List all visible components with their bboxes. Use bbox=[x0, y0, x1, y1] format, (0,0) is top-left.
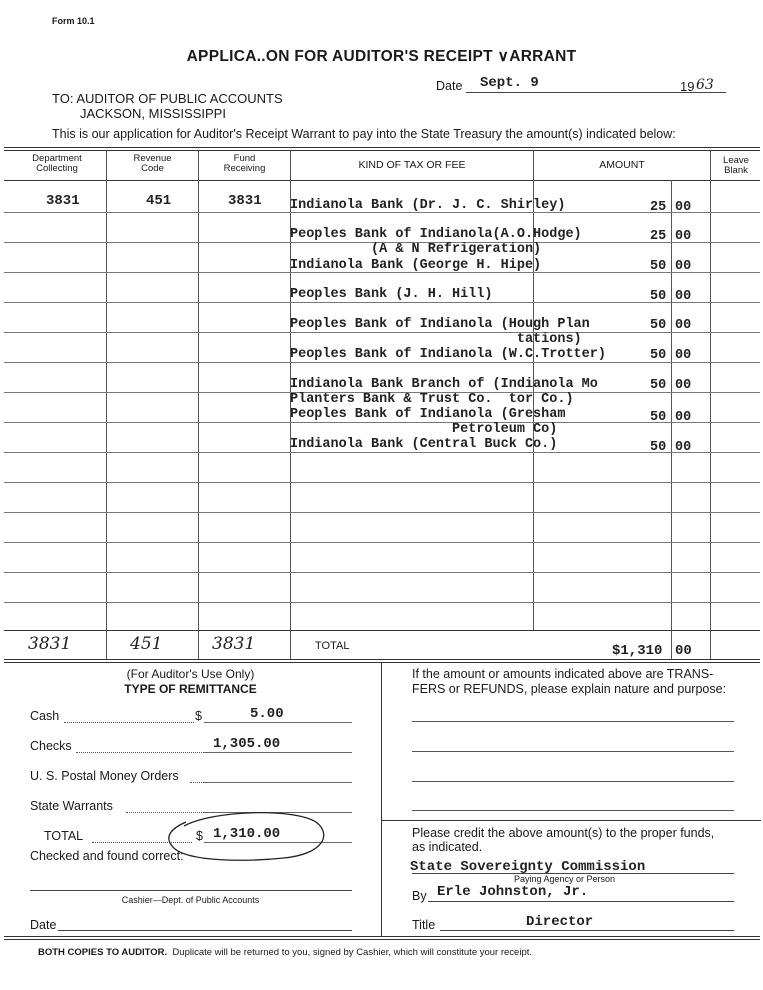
dept-code: 3831 bbox=[46, 193, 80, 209]
credit-text-1: Please credit the above amount(s) to the proper funds, bbox=[412, 826, 715, 840]
remittance-heading: TYPE OF REMITTANCE bbox=[124, 682, 257, 696]
total-circle-mark bbox=[164, 808, 330, 864]
date-label: Date bbox=[436, 79, 463, 93]
explain-line bbox=[412, 721, 734, 722]
amount-dollars: 50 bbox=[650, 348, 667, 363]
col-header-revenue: Revenue Code bbox=[133, 153, 172, 174]
cash-leader bbox=[64, 722, 194, 723]
checks-line bbox=[204, 752, 352, 753]
cash-dollar-sign: $ bbox=[195, 709, 202, 723]
entry-5: Peoples Bank of Indianola (W.C.Trotter) bbox=[290, 347, 606, 362]
entry-3: Peoples Bank (J. H. Hill) bbox=[290, 287, 493, 302]
amount-dollars: 50 bbox=[650, 378, 667, 393]
total-remit-label: TOTAL bbox=[44, 829, 84, 843]
fund-code: 3831 bbox=[228, 193, 262, 209]
explain-line bbox=[412, 810, 734, 811]
by-label: By bbox=[412, 889, 427, 903]
entry-0: Indianola Bank (Dr. J. C. Shirley) bbox=[290, 198, 566, 213]
warrants-label: State Warrants bbox=[30, 799, 113, 813]
total-remit-value: 1,310.00 bbox=[213, 826, 281, 842]
entry-1: Peoples Bank of Indianola(A.O.Hodge) (A & N Refrigeration) bbox=[290, 227, 582, 257]
cash-label: Cash bbox=[30, 709, 60, 723]
col-divider bbox=[106, 150, 107, 660]
entry-6: Indianola Bank Branch of (Indianola Mo Planters Bank & Trust Co. tor Co.) bbox=[290, 377, 598, 407]
checks-leader bbox=[76, 752, 204, 753]
col-divider bbox=[710, 150, 711, 660]
col-header-kind: KIND OF TAX OR FEE bbox=[358, 159, 466, 171]
entry-4: Peoples Bank of Indianola (Hough Plan tations) bbox=[290, 317, 590, 347]
title-value: Director bbox=[526, 914, 594, 930]
explain-line bbox=[412, 751, 734, 752]
amount-dollars: 50 bbox=[650, 318, 667, 333]
total-remit-dollar-sign: $ bbox=[196, 829, 203, 843]
entry-2: Indianola Bank (George H. Hipe) bbox=[290, 258, 542, 273]
header-bottom-rule bbox=[4, 180, 760, 181]
title-line bbox=[440, 930, 734, 931]
postal-label: U. S. Postal Money Orders bbox=[30, 769, 179, 783]
footer-rule bbox=[4, 936, 760, 937]
amount-cents: 00 bbox=[675, 289, 692, 304]
date-year-suffix: 63 bbox=[696, 77, 714, 93]
credit-text-2: as indicated. bbox=[412, 840, 483, 854]
col-divider bbox=[198, 150, 199, 660]
amount-dollars: 50 bbox=[650, 259, 667, 274]
amount-cents: 00 bbox=[675, 410, 692, 425]
checked-label: Checked and found correct: bbox=[30, 849, 184, 863]
form-number: Form 10.1 bbox=[52, 16, 95, 26]
cash-value: 5.00 bbox=[250, 706, 284, 722]
col-header-fund: Fund Receiving bbox=[223, 153, 266, 174]
revenue-code: 451 bbox=[146, 193, 172, 209]
table-top-rule bbox=[4, 147, 760, 148]
col-header-leave: Leave Blank bbox=[723, 155, 749, 176]
total-label: TOTAL bbox=[315, 640, 350, 652]
page-title: APPLICA..ON FOR AUDITOR'S RECEIPT ∨ARRANT bbox=[186, 48, 577, 65]
amount-cents: 00 bbox=[675, 440, 692, 455]
by-line bbox=[428, 901, 734, 902]
lower-divider bbox=[381, 662, 382, 937]
postal-leader bbox=[190, 782, 204, 783]
col-header-amount: AMOUNT bbox=[599, 159, 645, 171]
table-top-rule-2 bbox=[4, 150, 760, 151]
agency-label: Paying Agency or Person bbox=[514, 874, 616, 884]
date-bottom-label: Date bbox=[30, 918, 57, 932]
transfers-text-1: If the amount or amounts indicated above are TRANS- bbox=[412, 667, 714, 681]
checks-label: Checks bbox=[30, 739, 72, 753]
row-rule bbox=[4, 452, 760, 453]
row-rule bbox=[4, 302, 760, 303]
date-year-prefix: 19 bbox=[680, 79, 695, 94]
table-bottom-rule-2 bbox=[4, 662, 760, 663]
footer-rule-2 bbox=[4, 939, 760, 940]
row-rule bbox=[4, 482, 760, 483]
checks-value: 1,305.00 bbox=[213, 736, 281, 752]
credit-top-rule bbox=[381, 820, 761, 821]
addressee-line1: TO: AUDITOR OF PUBLIC ACCOUNTS bbox=[52, 91, 283, 106]
amount-dollars: 50 bbox=[650, 289, 667, 304]
agency-value: State Sovereignty Commission bbox=[410, 859, 646, 875]
date-bottom-line bbox=[58, 930, 352, 931]
auditor-heading: (For Auditor's Use Only) bbox=[126, 667, 255, 681]
row-rule bbox=[4, 602, 760, 603]
explain-line bbox=[412, 781, 734, 782]
amount-cents: 00 bbox=[675, 229, 692, 244]
intro-text: This is our application for Auditor's Receipt Warrant to pay into the State Treasury the amount(s) indicated below: bbox=[52, 127, 676, 141]
cents-divider bbox=[671, 180, 672, 660]
amount-dollars: 25 bbox=[650, 229, 667, 244]
table-bottom-rule bbox=[4, 659, 760, 660]
amount-cents: 00 bbox=[675, 259, 692, 274]
amount-cents: 00 bbox=[675, 348, 692, 363]
cashier-label: Cashier—Dept. of Public Accounts bbox=[121, 895, 260, 905]
amount-dollars: 50 bbox=[650, 410, 667, 425]
total-fund-code: 3831 bbox=[212, 634, 256, 654]
amount-dollars: 50 bbox=[650, 440, 667, 455]
amount-cents: 00 bbox=[675, 378, 692, 393]
date-month-day: Sept. 9 bbox=[480, 75, 539, 91]
row-rule bbox=[4, 542, 760, 543]
col-header-dept: Department Collecting bbox=[32, 153, 82, 174]
cashier-signature-line bbox=[30, 890, 352, 891]
total-revenue-code: 451 bbox=[130, 634, 163, 654]
total-dollars: $1,310 bbox=[612, 643, 663, 659]
amount-dollars: 25 bbox=[650, 200, 667, 215]
entry-8: Indianola Bank (Central Buck Co.) bbox=[290, 437, 558, 452]
total-dept-code: 3831 bbox=[28, 634, 72, 654]
amount-cents: 00 bbox=[675, 200, 692, 215]
footer-note: BOTH COPIES TO AUDITOR. Duplicate will be returned to you, signed by Cashier, which will constitute your receipt. bbox=[38, 947, 533, 958]
row-rule bbox=[4, 362, 760, 363]
total-top-rule bbox=[4, 630, 760, 631]
total-cents: 00 bbox=[675, 643, 692, 659]
row-rule bbox=[4, 512, 760, 513]
postal-line bbox=[204, 782, 352, 783]
amount-cents: 00 bbox=[675, 318, 692, 333]
by-value: Erle Johnston, Jr. bbox=[437, 884, 589, 900]
title-label: Title bbox=[412, 918, 436, 932]
addressee-line2: JACKSON, MISSISSIPPI bbox=[80, 106, 226, 121]
entry-7: Peoples Bank of Indianola (Gresham Petroleum Co) bbox=[290, 407, 566, 437]
row-rule bbox=[4, 572, 760, 573]
cash-line bbox=[204, 722, 352, 723]
transfers-text-2: FERS or REFUNDS, please explain nature and purpose: bbox=[412, 682, 727, 696]
